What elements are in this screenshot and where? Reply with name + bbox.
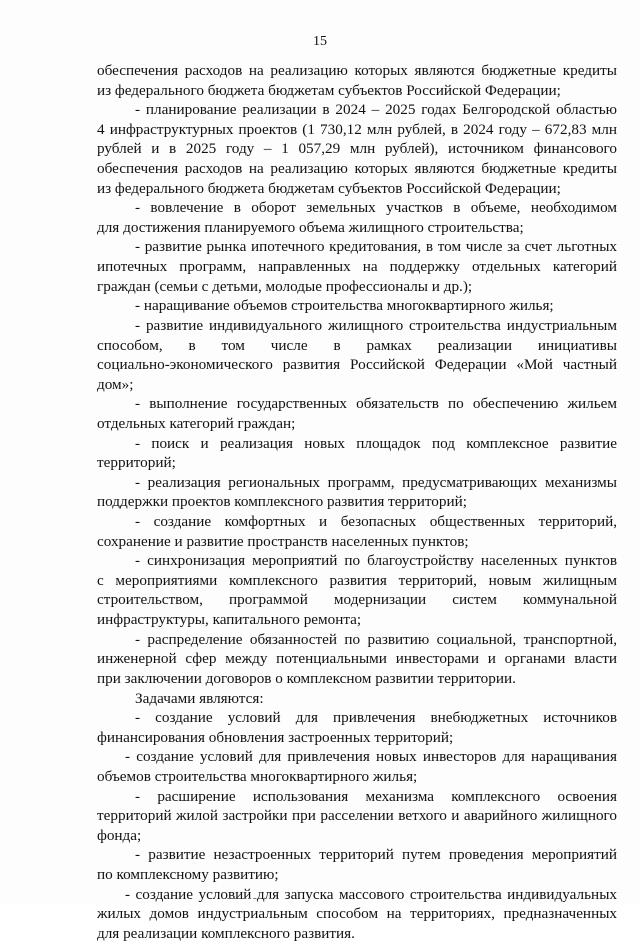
text-line: обеспечения расходов на реализацию которых являются бюджетные кредиты bbox=[97, 160, 617, 178]
text-line: для достижения планируемого объема жилищного строительства; bbox=[97, 218, 524, 236]
text-line: социально-экономического развития Российской Федерации «Мой частный bbox=[97, 356, 617, 374]
text-line: - создание условий для привлечения новых инвесторов для наращивания bbox=[125, 748, 617, 766]
text-line: - развитие незастроенных территорий путем проведения мероприятий bbox=[135, 846, 617, 864]
text-line: сохранение и развитие пространств населенных пунктов; bbox=[97, 532, 469, 550]
text-line: способом, в том числе в рамках реализации инициативы bbox=[97, 336, 617, 354]
text-line: - поиск и реализация новых площадок под комплексное развитие bbox=[135, 434, 617, 452]
text-line: Задачами являются: bbox=[135, 689, 264, 707]
text-line: - наращивание объемов строительства многоквартирного жилья; bbox=[135, 297, 554, 315]
text-line: финансирования обновления застроенных территорий; bbox=[97, 728, 454, 746]
text-line: дом»; bbox=[97, 375, 134, 393]
text-line: инфраструктуры, капитального ремонта; bbox=[97, 611, 362, 629]
text-line: территорий; bbox=[97, 454, 176, 472]
text-line: территорий жилой застройки при расселении ветхого и аварийного жилищного bbox=[97, 807, 617, 825]
text-line: строительством, программой модернизации систем коммунальной bbox=[97, 591, 617, 609]
text-line: - выполнение государственных обязательств по обеспечению жильем bbox=[135, 395, 617, 413]
text-line: с мероприятиями комплексного развития территорий, новым жилищным bbox=[97, 571, 617, 589]
text-line: - реализация региональных программ, предусматривающих механизмы bbox=[135, 473, 617, 491]
text-line: объемов строительства многоквартирного жилья; bbox=[97, 767, 418, 785]
scan-edge-mark bbox=[222, 898, 272, 900]
text-line: - вовлечение в оборот земельных участков в объеме, необходимом bbox=[135, 199, 617, 217]
text-line: - развитие рынка ипотечного кредитования, в том числе за счет льготных bbox=[135, 238, 617, 256]
text-line: из федерального бюджета бюджетам субъектов Российской Федерации; bbox=[97, 81, 561, 99]
text-line: инженерной сфер между потенциальными инвесторами и органами власти bbox=[97, 650, 617, 668]
text-line: - расширение использования механизма комплексного освоения bbox=[135, 787, 617, 805]
text-line: по комплексному развитию; bbox=[97, 865, 279, 883]
text-line: из федерального бюджета бюджетам субъектов Российской Федерации; bbox=[97, 179, 561, 197]
body-text bbox=[97, 61, 617, 943]
text-line: - создание условий для привлечения внебюджетных источников bbox=[135, 709, 617, 727]
text-line: жилых домов индустриальным способом на территориях, предназначенных bbox=[97, 905, 617, 923]
text-line: - распределение обязанностей по развитию социальной, транспортной, bbox=[135, 630, 617, 648]
text-line: фонда; bbox=[97, 826, 142, 844]
text-line: - создание комфортных и безопасных общественных территорий, bbox=[135, 513, 617, 531]
text-line: граждан (семьи с детьми, молодые профессионалы и др.); bbox=[97, 277, 473, 295]
text-line: 4 инфраструктурных проектов (1 730,12 млн рублей, в 2024 году – 672,83 млн bbox=[97, 120, 617, 138]
text-line: при заключении договоров о комплексном развитии территории. bbox=[97, 669, 516, 687]
text-line: для реализации комплексного развития. bbox=[97, 924, 355, 942]
text-line: - создание условий для запуска массового строительства индивидуальных bbox=[125, 885, 617, 903]
text-line: поддержки проектов комплексного развития территорий; bbox=[97, 493, 467, 511]
text-line: - развитие индивидуального жилищного строительства индустриальным bbox=[135, 316, 617, 334]
text-line: - планирование реализации в 2024 – 2025 годах Белгородской областью bbox=[135, 101, 617, 119]
text-line: ипотечных программ, направленных на поддержку отдельных категорий bbox=[97, 258, 617, 276]
text-line: - синхронизация мероприятий по благоустройству населенных пунктов bbox=[135, 552, 617, 570]
page-number: 15 bbox=[313, 34, 327, 49]
text-line: обеспечения расходов на реализацию которых являются бюджетные кредиты bbox=[97, 62, 617, 79]
text-line: рублей и в 2025 году – 1 057,29 млн рублей), источником финансового bbox=[97, 140, 617, 158]
text-line: отдельных категорий граждан; bbox=[97, 414, 296, 432]
